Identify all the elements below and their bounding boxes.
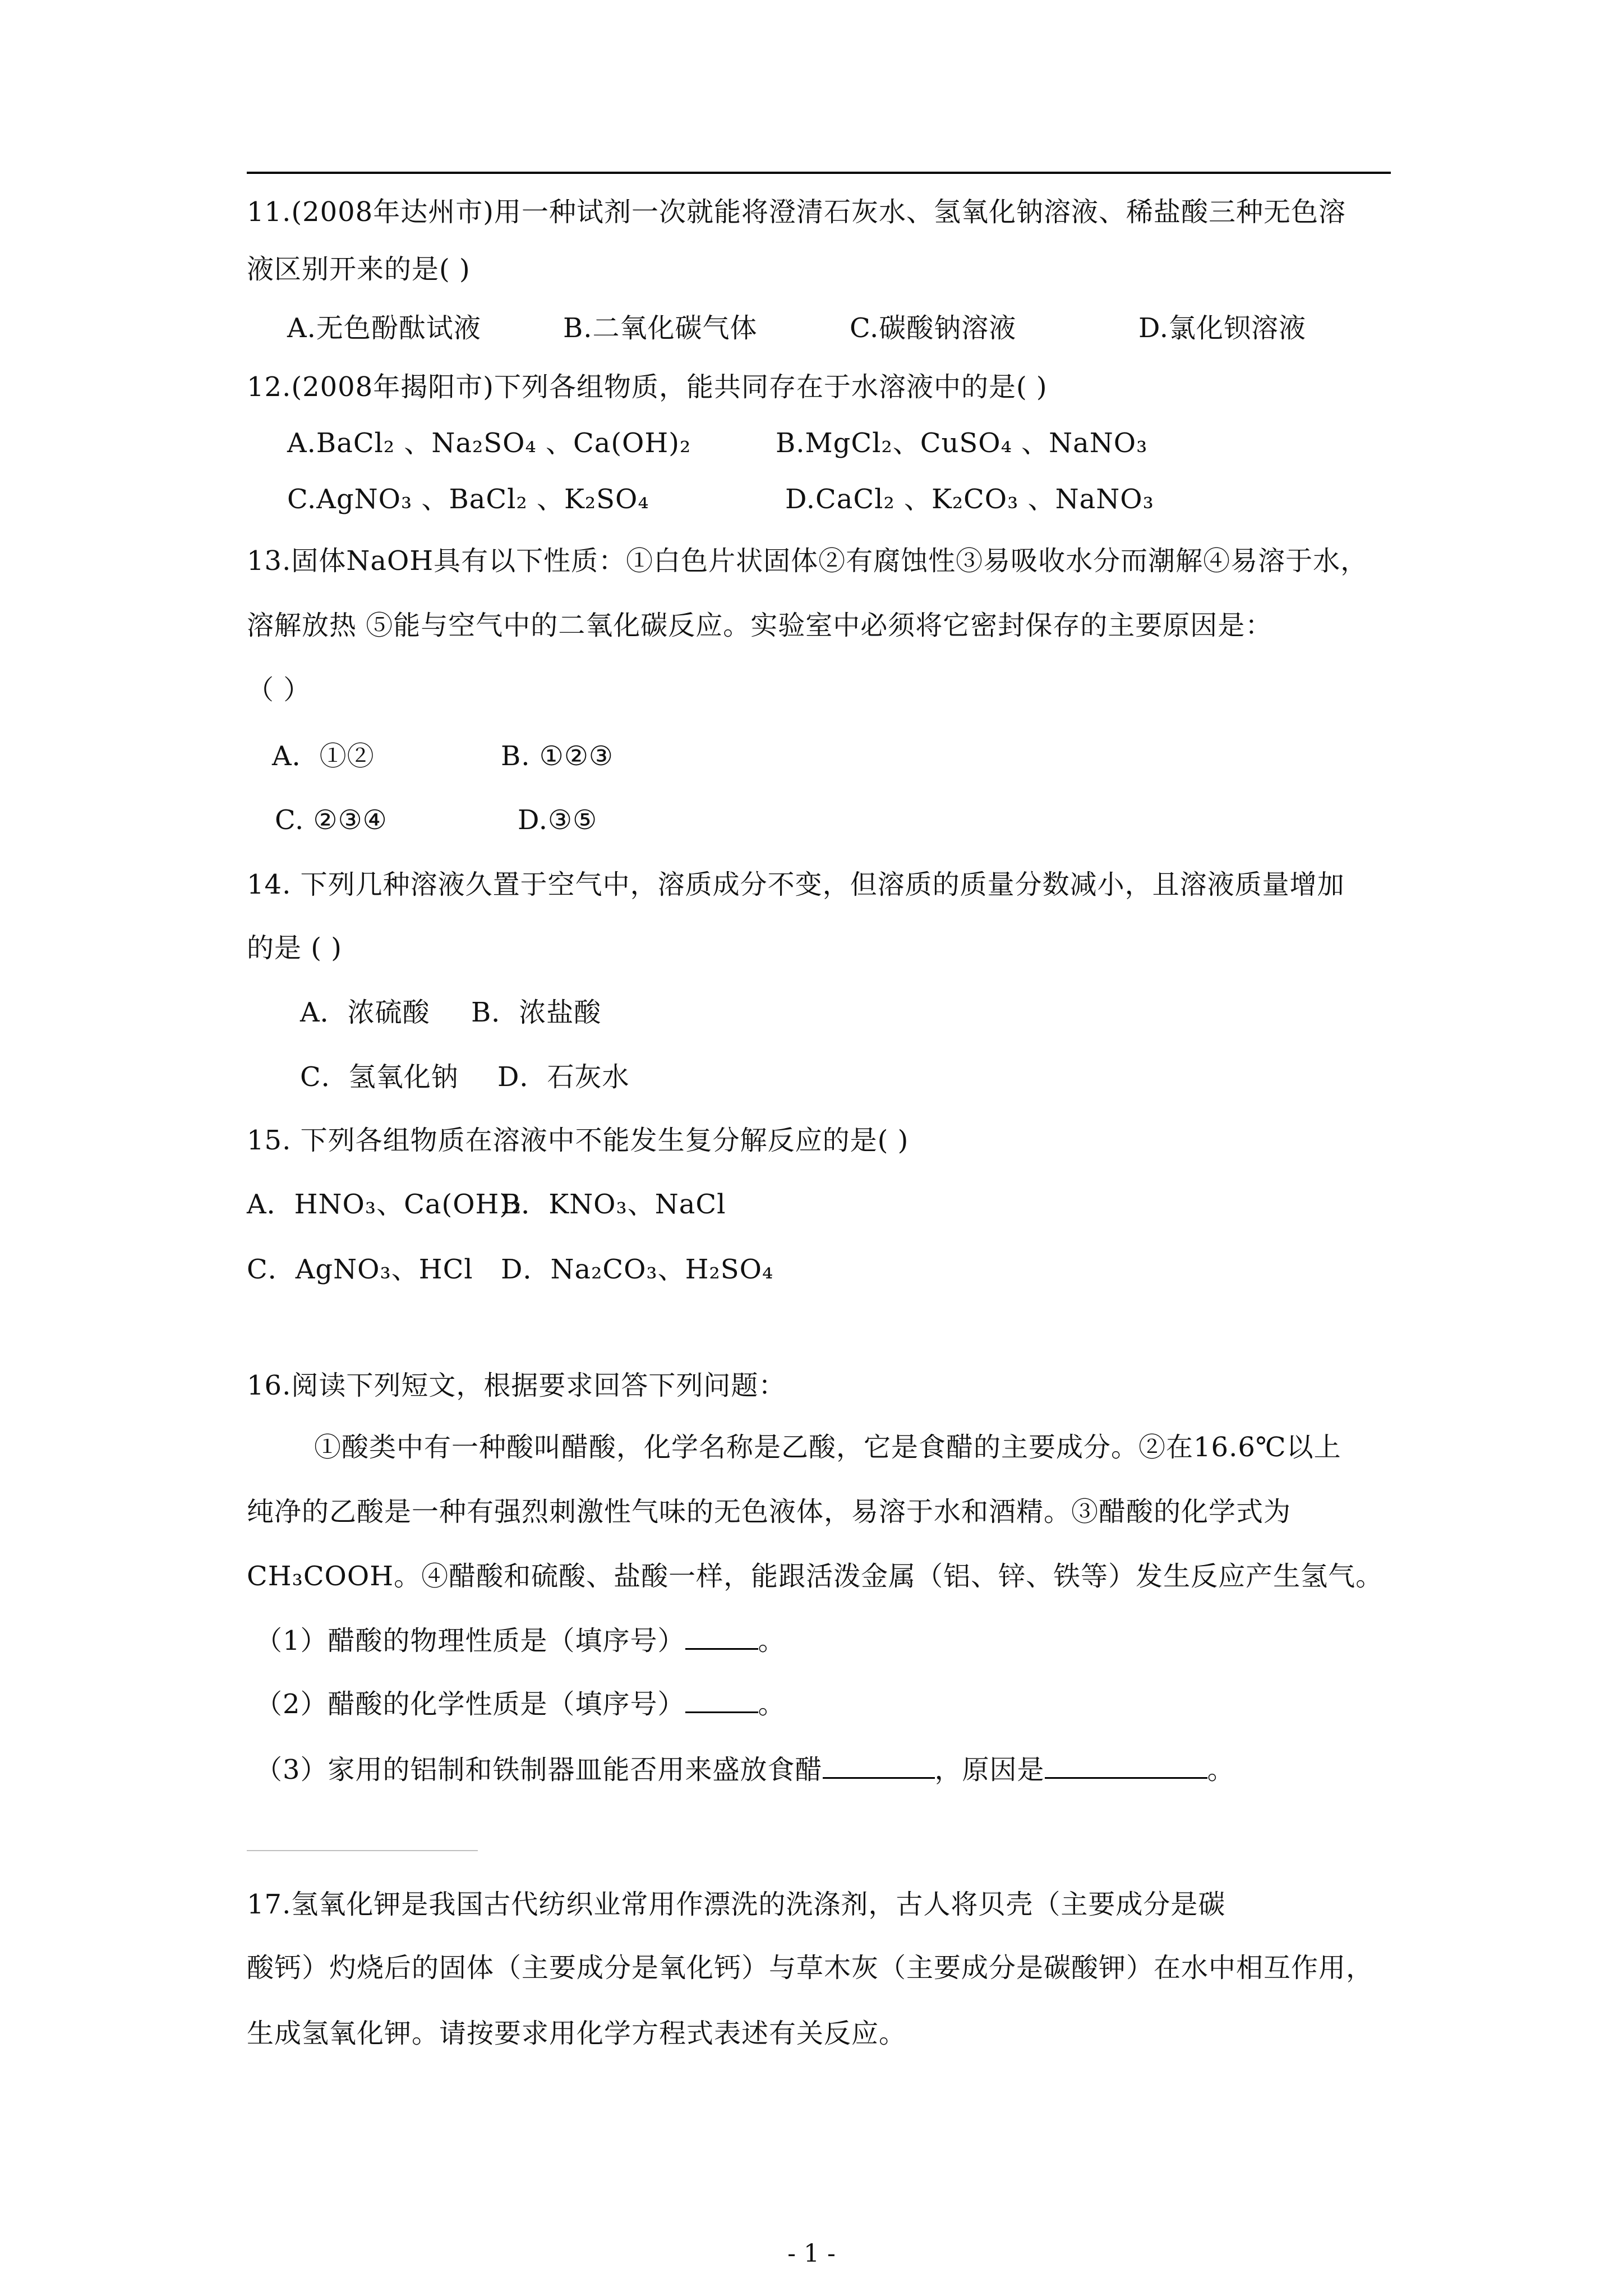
q16-stem: 16.阅读下列短文，根据要求回答下列问题： [247, 1370, 786, 1401]
q16-passage-line1: ①酸类中有一种酸叫醋酸，化学名称是乙酸，它是食醋的主要成分。②在16.6℃以上 [314, 1432, 1341, 1463]
q16-sub2-answer-blank[interactable] [685, 1689, 758, 1713]
q16-sub3-answer-blank[interactable] [823, 1755, 935, 1779]
q11-option-a: A.无色酚酞试液 [287, 312, 481, 344]
q12-option-a: A.BaCl₂ 、Na₂SO₄ 、Ca(OH)₂ [287, 427, 691, 459]
q16-subquestion-3 [255, 1753, 1235, 1787]
q14-option-c: C．氢氧化钠 [300, 1061, 459, 1093]
separator-rule [247, 1850, 478, 1851]
q16-sub2-text: （2）醋酸的化学性质是（填序号） [255, 1688, 685, 1720]
q14-option-d: D．石灰水 [497, 1061, 630, 1093]
q13-option-a: A．①② [272, 740, 375, 772]
q13-answer-paren: （ ） [247, 674, 311, 706]
q11-stem-line1: 11.(2008年达州市)用一种试剂一次就能将澄清石灰水、氢氧化钠溶液、稀盐酸三种无色溶 [247, 196, 1346, 228]
q14-stem-line1: 14. 下列几种溶液久置于空气中，溶质成分不变，但溶质的质量分数减小，且溶液质量增加 [247, 869, 1345, 900]
q13-stem-line2: 溶解放热 ⑤能与空气中的二氧化碳反应。实验室中必须将它密封保存的主要原因是： [247, 610, 1273, 641]
q13-option-b: B. ①②③ [501, 740, 614, 772]
q15-option-a: A．HNO₃、Ca(OH)₂ [247, 1189, 522, 1220]
q11-option-c: C.碳酸钠溶液 [850, 312, 1017, 344]
q17-stem-line1: 17.氢氧化钾是我国古代纺织业常用作漂洗的洗涤剂，古人将贝壳（主要成分是碳 [247, 1889, 1226, 1920]
q17-stem-line2: 酸钙）灼烧后的固体（主要成分是氧化钙）与草木灰（主要成分是碳酸钾）在水中相互作用， [247, 1952, 1374, 1984]
q15-option-d: D．Na₂CO₃、H₂SO₄ [501, 1254, 774, 1285]
q15-stem: 15. 下列各组物质在溶液中不能发生复分解反应的是( ) [247, 1125, 909, 1156]
q11-stem-line2: 液区别开来的是( ) [247, 254, 471, 285]
q16-sub2-period: 。 [758, 1688, 786, 1720]
q17-stem-line3: 生成氢氧化钾。请按要求用化学方程式表述有关反应。 [247, 2018, 907, 2049]
q12-stem: 12.(2008年揭阳市)下列各组物质，能共同存在于水溶液中的是( ) [247, 371, 1048, 403]
q14-option-b: B．浓盐酸 [471, 997, 602, 1028]
q14-stem-line2: 的是 ( ) [247, 932, 342, 964]
q16-passage-line2: 纯净的乙酸是一种有强烈刺激性气味的无色液体，易溶于水和酒精。③醋酸的化学式为 [247, 1496, 1292, 1527]
header-rule [247, 172, 1391, 174]
q13-option-d: D.③⑤ [518, 804, 598, 836]
q16-subquestion-1 [255, 1624, 786, 1658]
q11-option-d: D.氯化钡溶液 [1138, 312, 1307, 344]
q12-option-d: D.CaCl₂ 、K₂CO₃ 、NaNO₃ [785, 484, 1154, 515]
q16-subquestion-2 [255, 1687, 786, 1721]
q11-option-b: B.二氧化碳气体 [563, 312, 758, 344]
q16-sub1-text: （1）醋酸的物理性质是（填序号） [255, 1625, 685, 1657]
q16-passage-line3: CH₃COOH。④醋酸和硫酸、盐酸一样，能跟活泼金属（铝、锌、铁等）发生反应产生氢气。 [247, 1561, 1384, 1592]
q16-sub3-period: 。 [1207, 1754, 1235, 1786]
q16-sub3-text: （3）家用的铝制和铁制器皿能否用来盛放食醋 [255, 1754, 823, 1786]
q12-option-c: C.AgNO₃ 、BaCl₂ 、K₂SO₄ [287, 484, 649, 515]
q13-stem-line1: 13.固体NaOH具有以下性质：①白色片状固体②有腐蚀性③易吸收水分而潮解④易溶于水， [247, 545, 1368, 577]
q16-sub3-reason-label: ，原因是 [934, 1754, 1045, 1786]
q14-option-a: A．浓硫酸 [300, 997, 430, 1028]
q16-sub1-period: 。 [758, 1625, 786, 1657]
q15-option-b: B．KNO₃、NaCl [501, 1189, 726, 1220]
q15-option-c: C．AgNO₃、HCl [247, 1254, 473, 1285]
q12-option-b: B.MgCl₂、CuSO₄ 、NaNO₃ [776, 427, 1148, 459]
q13-option-c: C. ②③④ [275, 804, 388, 836]
q16-sub1-answer-blank[interactable] [685, 1626, 758, 1650]
page-number: - 1 - [787, 2239, 836, 2268]
q16-sub3-reason-blank[interactable] [1045, 1755, 1207, 1779]
